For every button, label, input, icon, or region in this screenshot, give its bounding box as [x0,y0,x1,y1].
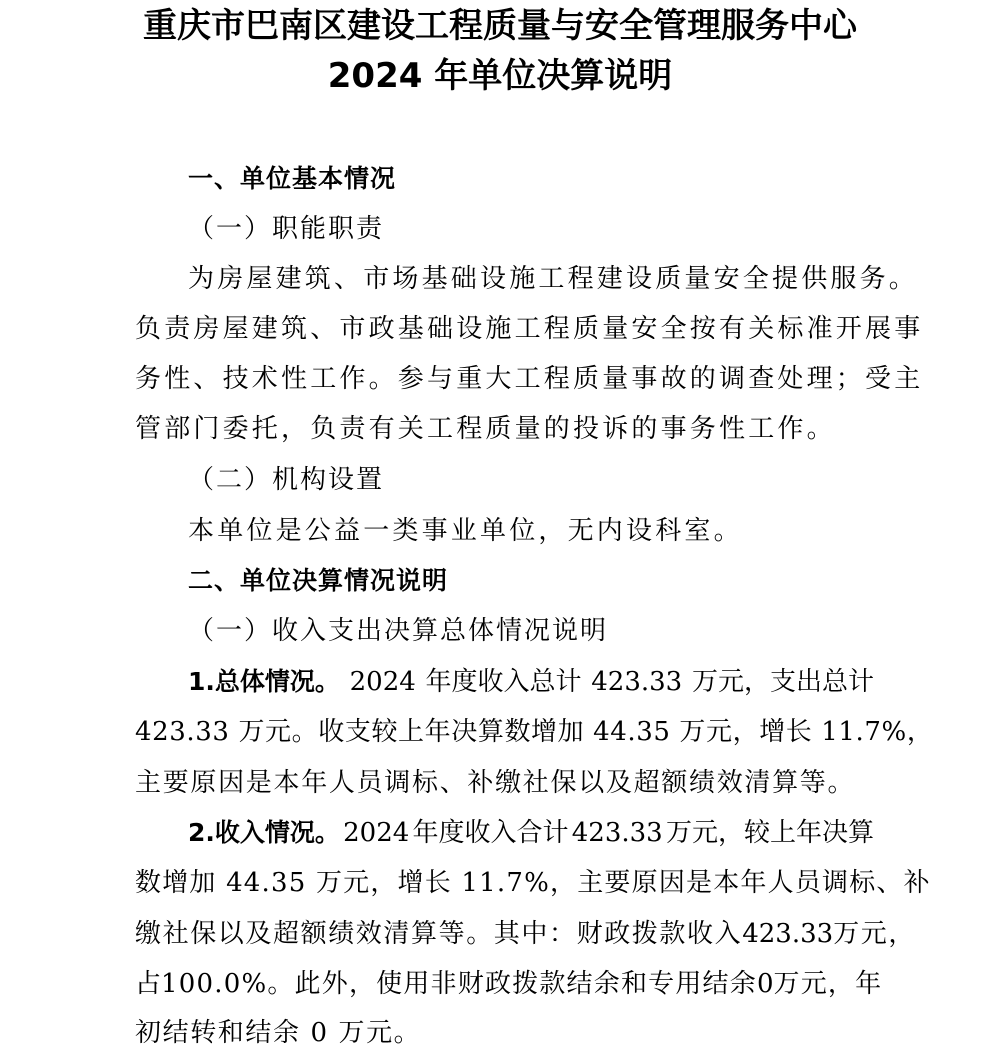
paragraph-line: 本单位是公益一类事业单位，无内设科室。 [188,516,743,546]
paragraph-line: 务性、技术性工作。参与重大工程质量事故的调查处理；受主 [135,364,924,394]
bold-lead-income: 2.收入情况。 [188,818,340,847]
text-segment: 423.33 [571,818,663,848]
text-segment: 100.0%。此外，使用非财政拨款结余和专用结余 [161,969,757,999]
document-title-line1: 重庆市巴南区建设工程质量与安全管理服务中心 [143,6,857,46]
text-segment: 423.33 [591,667,683,697]
paragraph-line [188,665,874,699]
text-segment: 缴社保以及超额绩效清算等。其中：财政拨款收入 [135,919,743,949]
text-segment: 占 [135,969,162,999]
bold-lead-overall: 1.总体情况。 [188,667,340,696]
paragraph-line: 负责房屋建筑、市政基础设施工程质量安全按有关标准开展事 [135,314,924,344]
paragraph-line: 为房屋建筑、市场基础设施工程建设质量安全提供服务。 [188,264,919,294]
text-segment: 423.33 [742,919,834,949]
subsection-heading-income-expense: （一）收入支出决算总体情况说明 [188,616,609,646]
text-segment: 万元，支出总计 [691,667,874,697]
text-segment: 2024 [349,667,416,697]
paragraph-line [188,816,874,850]
text-segment: 万元，较上年决算 [665,818,874,848]
text-segment: 万元， [833,919,916,949]
paragraph-line [135,967,883,1001]
section-heading-final-accounts: 二、单位决算情况说明 [188,566,449,595]
section-heading-basic-info: 一、单位基本情况 [188,164,397,193]
paragraph-line: 423.33 万元。收支较上年决算数增加 44.35 万元，增长 11.7%， [135,717,934,747]
paragraph-line: 数增加 44.35 万元，增长 11.7%，主要原因是本年人员调标、补 [135,868,931,898]
paragraph-line [135,917,916,951]
text-segment: 年度收入总计 [425,667,582,697]
text-segment: 2024 [343,818,410,848]
document-title-line2: 2024 年单位决算说明 [327,56,673,96]
text-segment: 年度收入合计 [412,818,569,848]
text-segment: 0 [756,969,774,999]
paragraph-line: 初结转和结余 0 万元。 [135,1018,422,1048]
paragraph-line: 主要原因是本年人员调标、补缴社保以及超额绩效清算等。 [135,768,856,798]
paragraph-line: 管部门委托，负责有关工程质量的投诉的事务性工作。 [135,414,836,444]
text-segment: 万元，年 [773,969,883,999]
subsection-heading-duties: （一）职能职责 [188,214,385,244]
subsection-heading-organization: （二）机构设置 [188,465,385,495]
